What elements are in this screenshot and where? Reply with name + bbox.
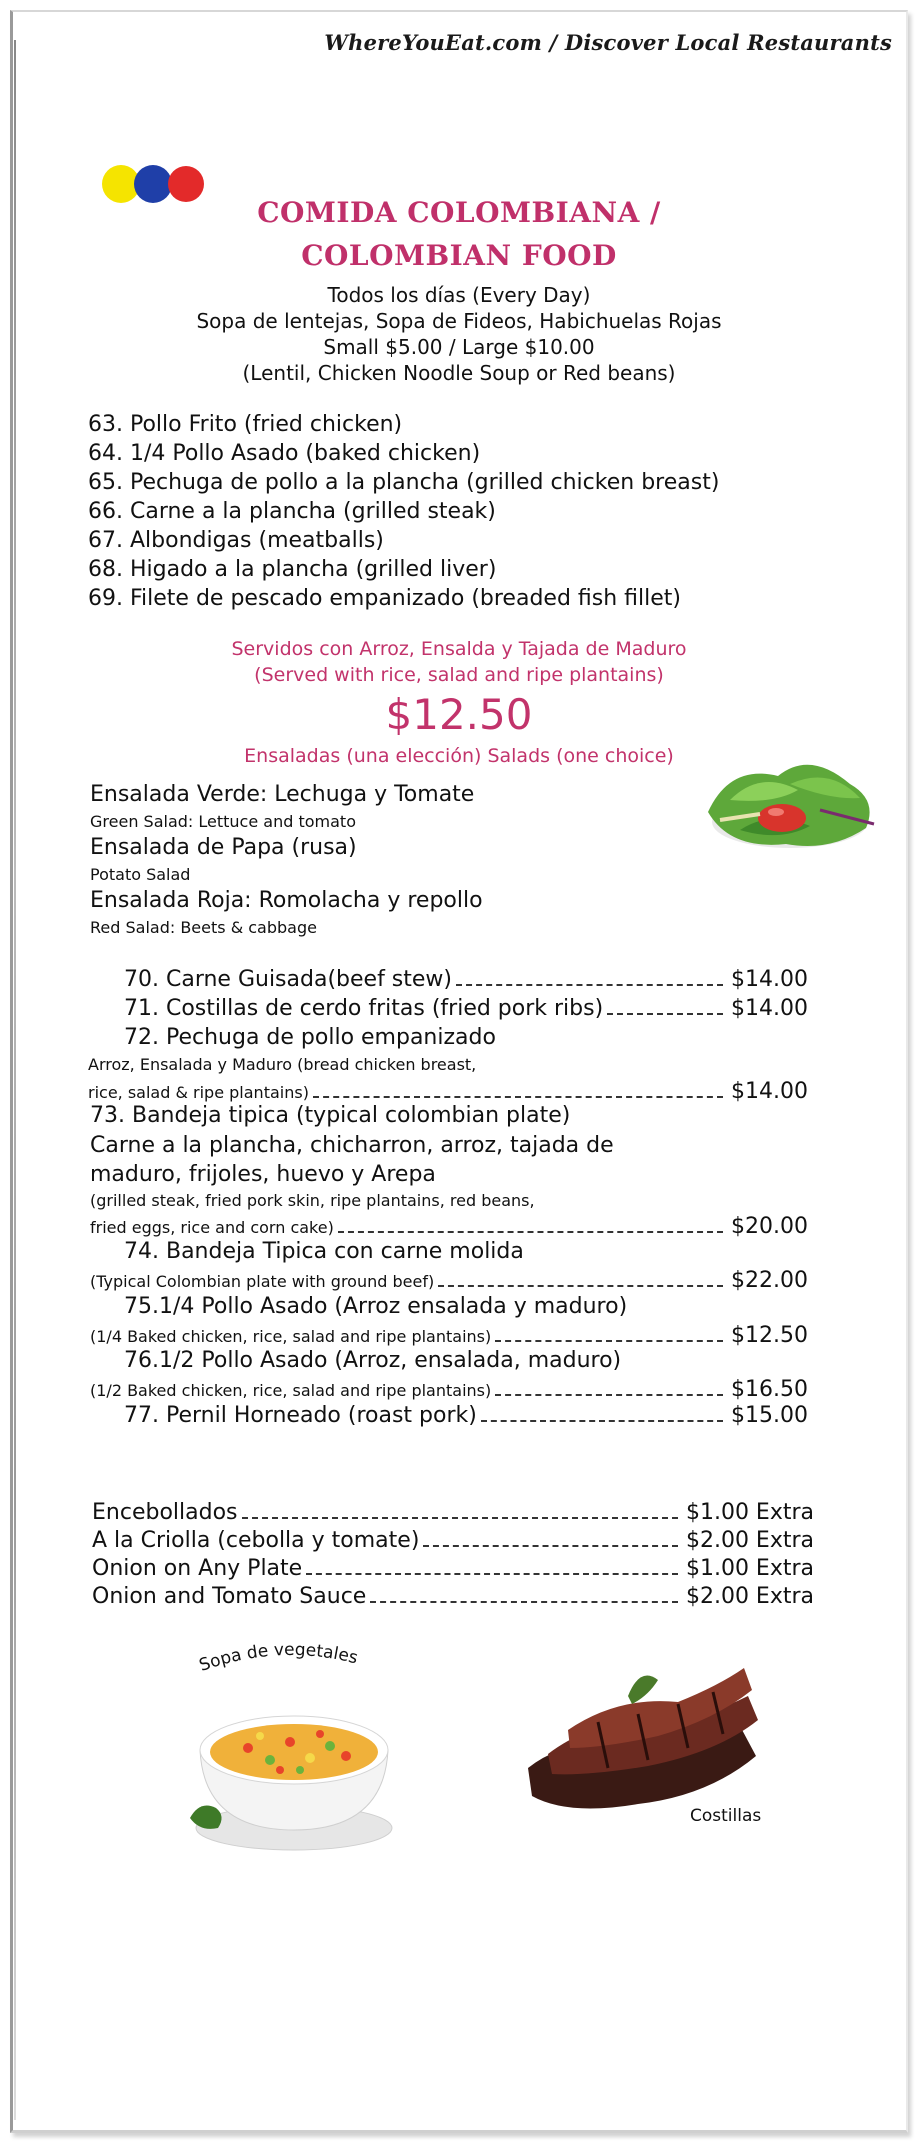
leader-dots — [438, 1285, 723, 1287]
item-73-desc-1: (grilled steak, fried pork skin, ripe plantains, red beans, — [90, 1191, 535, 1210]
item-70-price: $14.00 — [731, 967, 808, 992]
salad-3-desc: Red Salad: Beets & cabbage — [90, 918, 317, 937]
leader-dots — [370, 1601, 678, 1603]
leader-dots — [306, 1573, 678, 1575]
menu-item-69: 69. Filete de pescado empanizado (breaded fish fillet) — [88, 586, 681, 611]
salad-3-name: Ensalada Roja: Romolacha y repollo — [90, 888, 483, 913]
leader-dots — [495, 1394, 723, 1396]
item-76-name: 76.1/2 Pollo Asado (Arroz, ensalada, maduro) — [124, 1348, 622, 1373]
extra-1-name: Encebollados — [92, 1500, 238, 1525]
leader-dots — [607, 1013, 723, 1015]
menu-item-72-price-row — [88, 1079, 808, 1104]
extra-1-price: $1.00 Extra — [685, 1500, 814, 1525]
item-73-name: 73. Bandeja tipica (typical colombian plate) — [90, 1103, 571, 1128]
item-73-line-3: maduro, frijoles, huevo y Arepa — [90, 1162, 436, 1187]
salad-1-name: Ensalada Verde: Lechuga y Tomate — [90, 782, 475, 807]
item-77-name: 77. Pernil Horneado (roast pork) — [124, 1403, 477, 1428]
menu-item-64: 64. 1/4 Pollo Asado (baked chicken) — [88, 441, 481, 466]
title-line-1: COMIDA COLOMBIANA / — [257, 196, 661, 229]
leader-dots — [495, 1340, 723, 1342]
menu-item-63: 63. Pollo Frito (fried chicken) — [88, 412, 403, 437]
daily-line-2: Sopa de lentejas, Sopa de Fideos, Habichuelas Rojas — [196, 309, 722, 333]
daily-line-1: Todos los días (Every Day) — [327, 283, 591, 307]
title-line-2: COLOMBIAN FOOD — [301, 239, 617, 272]
item-73-desc-2: fried eggs, rice and corn cake) — [90, 1218, 334, 1237]
item-75-price: $12.50 — [731, 1323, 808, 1348]
extra-3 — [92, 1556, 814, 1581]
salad-2-desc: Potato Salad — [90, 865, 191, 884]
extra-1 — [92, 1500, 814, 1525]
item-74-name: 74. Bandeja Tipica con carne molida — [124, 1239, 524, 1264]
extra-2 — [92, 1528, 814, 1553]
served-with-line-1: Servidos con Arroz, Ensalda y Tajada de Maduro — [231, 638, 687, 660]
item-72-desc-2: rice, salad & ripe plantains) — [88, 1083, 309, 1102]
item-76-price: $16.50 — [731, 1377, 808, 1402]
menu-item-68: 68. Higado a la plancha (grilled liver) — [88, 557, 497, 582]
item-72-name: 72. Pechuga de pollo empanizado — [124, 1025, 496, 1050]
item-75-name: 75.1/4 Pollo Asado (Arroz ensalada y maduro) — [124, 1294, 628, 1319]
leader-dots — [242, 1517, 678, 1519]
menu-item-77 — [124, 1403, 808, 1428]
menu-item-76-price-row — [90, 1377, 808, 1402]
menu-item-74-price-row — [90, 1268, 808, 1293]
soup-photo-icon — [170, 1690, 410, 1860]
menu-item-66: 66. Carne a la plancha (grilled steak) — [88, 499, 496, 524]
item-76-desc: (1/2 Baked chicken, rice, salad and ripe plantains) — [90, 1381, 492, 1400]
item-74-desc: (Typical Colombian plate with ground beef) — [90, 1272, 435, 1291]
menu-item-75-price-row — [90, 1323, 808, 1348]
site-watermark: WhereYouEat.com / Discover Local Restaurants — [324, 30, 892, 55]
extra-4-name: Onion and Tomato Sauce — [92, 1584, 367, 1609]
item-70-name: 70. Carne Guisada(beef stew) — [124, 967, 453, 992]
salad-photo-icon — [690, 740, 880, 870]
menu-item-65: 65. Pechuga de pollo a la plancha (grilled chicken breast) — [88, 470, 720, 495]
daily-line-4: (Lentil, Chicken Noodle Soup or Red beans) — [242, 361, 676, 385]
salad-1-desc: Green Salad: Lettuce and tomato — [90, 812, 356, 831]
soup-caption — [186, 1640, 396, 1676]
item-73-price: $20.00 — [731, 1214, 808, 1239]
combo-price: $12.50 — [385, 690, 533, 739]
extra-3-name: Onion on Any Plate — [92, 1556, 303, 1581]
menu-item-71 — [124, 996, 808, 1021]
item-77-price: $15.00 — [731, 1403, 808, 1428]
salads-header: Ensaladas (una elección) Salads (one choice) — [244, 745, 674, 767]
extra-2-price: $2.00 Extra — [685, 1528, 814, 1553]
item-72-price: $14.00 — [731, 1079, 808, 1104]
item-75-desc: (1/4 Baked chicken, rice, salad and ripe plantains) — [90, 1327, 492, 1346]
leader-dots — [338, 1231, 723, 1233]
leader-dots — [456, 984, 723, 986]
ribs-caption: Costillas — [690, 1806, 762, 1826]
daily-line-3: Small $5.00 / Large $10.00 — [323, 335, 595, 359]
extra-4 — [92, 1584, 814, 1609]
leader-dots — [313, 1096, 723, 1098]
salad-2-name: Ensalada de Papa (rusa) — [90, 835, 357, 860]
item-71-name: 71. Costillas de cerdo fritas (fried pork ribs) — [124, 996, 604, 1021]
svg-text:Sopa de vegetales — [197, 1640, 360, 1676]
leader-dots — [423, 1545, 678, 1547]
menu-item-70 — [124, 967, 808, 992]
item-72-desc-1: Arroz, Ensalada y Maduro (bread chicken breast, — [88, 1055, 477, 1074]
served-with-line-2: (Served with rice, salad and ripe plantains) — [254, 664, 664, 686]
item-71-price: $14.00 — [731, 996, 808, 1021]
item-73-line-2: Carne a la plancha, chicharron, arroz, tajada de — [90, 1133, 614, 1158]
extra-4-price: $2.00 Extra — [685, 1584, 814, 1609]
item-74-price: $22.00 — [731, 1268, 808, 1293]
leader-dots — [481, 1420, 723, 1422]
menu-item-67: 67. Albondigas (meatballs) — [88, 528, 384, 553]
menu-item-73-price-row — [90, 1214, 808, 1239]
extra-3-price: $1.00 Extra — [685, 1556, 814, 1581]
extra-2-name: A la Criolla (cebolla y tomate) — [92, 1528, 420, 1553]
soup-caption-text: Sopa de vegetales — [196, 1640, 360, 1676]
